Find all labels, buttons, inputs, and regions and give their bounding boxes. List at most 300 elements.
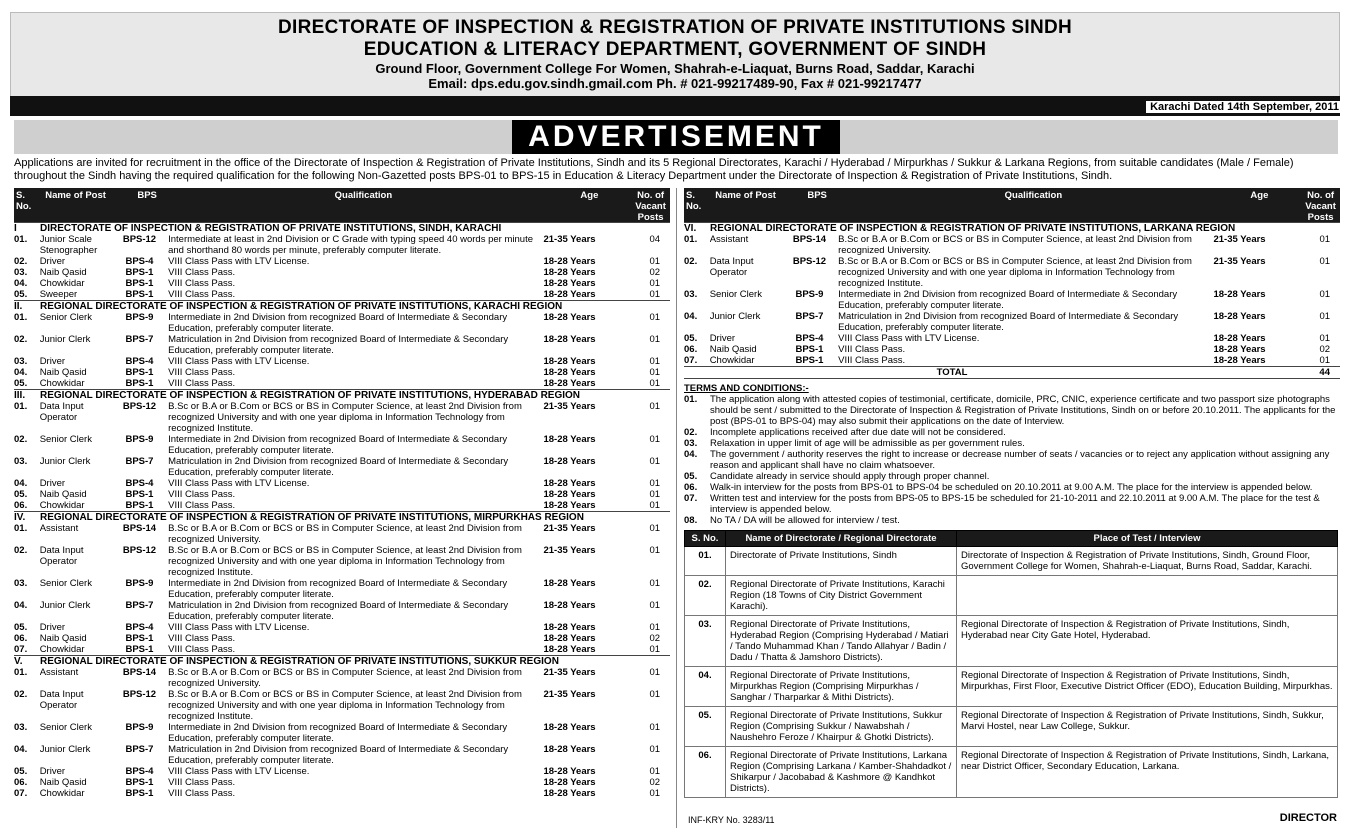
total-row (684, 366, 1340, 379)
col-age: Age (580, 190, 599, 201)
row-age: 18-28 Years (543, 500, 596, 511)
row-bps: BPS-4 (125, 256, 154, 267)
post-row (14, 478, 670, 489)
row-bps: BPS-4 (795, 333, 824, 344)
row-post: Junior Clerk (709, 311, 761, 322)
dir-name: Directorate of Private Institutions, Sindh (726, 547, 957, 576)
row-qualification: Intermediate in 2nd Division from recognized Board of Intermediate & Secondary Education, preferably computer literate. (838, 289, 1178, 311)
term-text: The application along with attested copies of testimonial, certificate, domicile, PRC, CNIC, experience certificate and two passport size photographs should be sent / submitted to the Directorate of Inspection & Registration of Private Institutions, Sindh on or before 20.10.2011. The applicants for the post (BPS-01 to BPS-04) may also submit their applications on the date of Interview. (710, 394, 1336, 427)
post-row (684, 333, 1340, 344)
row-sno: 03. (684, 289, 698, 300)
terms-title: TERMS AND CONDITIONS:- (684, 383, 809, 394)
reference-number: INF-KRY No. 3283/11 (688, 815, 775, 825)
row-qualification: Matriculation in 2nd Division from recognized Board of Intermediate & Secondary Education, preferably computer literate. (168, 600, 509, 622)
row-sno: 07. (684, 355, 698, 366)
row-qualification: VIII Class Pass. (168, 777, 236, 788)
term-item (684, 427, 1340, 438)
row-bps: BPS-1 (125, 278, 154, 289)
row-age: 18-28 Years (543, 256, 596, 267)
row-bps: BPS-1 (125, 788, 154, 799)
directorate-row (685, 747, 1338, 798)
row-age: 18-28 Years (543, 434, 596, 445)
row-sno: 03. (14, 456, 28, 467)
dated-line: Karachi Dated 14th September, 2011 (1146, 101, 1343, 113)
row-age: 18-28 Years (1213, 289, 1266, 300)
row-post: Naib Qasid (709, 344, 757, 355)
row-sno: 05. (684, 333, 698, 344)
row-qualification: VIII Class Pass. (838, 355, 906, 366)
directorate-row (685, 616, 1338, 667)
row-bps: BPS-14 (792, 234, 827, 245)
term-text: Written test and interview for the posts from BPS-05 to BPS-15 be scheduled for 21-10-2011 and 22.10.2011 at 9.00 A.M. The place for the test & interview is appended below. (710, 493, 1320, 515)
row-bps: BPS-1 (795, 344, 824, 355)
row-age: 21-35 Years (543, 523, 596, 534)
dir-sno: 05. (685, 707, 726, 747)
row-qualification: Intermediate in 2nd Division from recognized Board of Intermediate & Secondary Education, preferably computer literate. (168, 578, 508, 600)
row-bps: BPS-4 (125, 766, 154, 777)
term-number: 08. (684, 515, 698, 526)
col-qual: Qualification (334, 190, 393, 201)
row-vacant: 02 (649, 267, 661, 278)
header-black-bar (10, 96, 1340, 116)
col-post: Name of Post (45, 190, 106, 201)
post-row (14, 523, 670, 545)
row-post: Driver (39, 622, 66, 633)
row-post: Assistant (39, 667, 79, 678)
col-post: Name of Post (715, 190, 776, 201)
row-post: Assistant (39, 523, 79, 534)
row-vacant: 01 (649, 766, 661, 777)
row-bps: BPS-4 (125, 356, 154, 367)
post-row (14, 289, 670, 300)
director-signature: DIRECTOR (1279, 812, 1337, 824)
row-bps: BPS-1 (125, 644, 154, 655)
row-age: 21-35 Years (1213, 234, 1266, 245)
left-table-body (14, 222, 670, 799)
dir-col-name: Name of Directorate / Regional Directorate (726, 531, 957, 547)
section-heading (14, 222, 670, 234)
term-number: 03. (684, 438, 698, 449)
row-age: 18-28 Years (543, 600, 596, 611)
row-qualification: Intermediate in 2nd Division from recognized Board of Intermediate & Secondary Education, preferably computer literate. (168, 722, 508, 744)
row-age: 18-28 Years (543, 578, 596, 589)
row-qualification: VIII Class Pass. (168, 378, 236, 389)
header-box (10, 12, 1340, 98)
row-sno: 06. (14, 500, 28, 511)
row-qualification: VIII Class Pass. (168, 489, 236, 500)
dir-sno: 01. (685, 547, 726, 576)
row-age: 18-28 Years (543, 356, 596, 367)
row-qualification: VIII Class Pass. (168, 289, 236, 300)
row-sno: 01. (14, 523, 28, 534)
row-sno: 05. (14, 766, 28, 777)
header-title-1: DIRECTORATE OF INSPECTION & REGISTRATION OF PRIVATE INSTITUTIONS SINDH (277, 17, 1073, 38)
row-vacant: 01 (649, 401, 661, 412)
col-vac: No. of Vacant Posts (1305, 190, 1336, 223)
row-bps: BPS-1 (795, 355, 824, 366)
row-vacant: 02 (649, 633, 661, 644)
post-row (684, 234, 1340, 256)
row-post: Junior Clerk (39, 334, 91, 345)
post-row (14, 644, 670, 655)
row-bps: BPS-12 (122, 689, 157, 700)
section-title: REGIONAL DIRECTORATE OF INSPECTION & REGISTRATION OF PRIVATE INSTITUTIONS, LARKANA REGION (710, 223, 1236, 234)
header-contact: Email: dps.edu.gov.sindh.gmail.com Ph. # 021-99217489-90, Fax # 021-99217477 (428, 76, 922, 91)
post-row (14, 367, 670, 378)
row-post: Junior Clerk (39, 744, 91, 755)
dir-place (957, 576, 1338, 616)
row-age: 18-28 Years (543, 367, 596, 378)
term-item (684, 493, 1340, 515)
row-age: 18-28 Years (543, 267, 596, 278)
row-sno: 06. (14, 633, 28, 644)
row-vacant: 01 (649, 256, 661, 267)
row-age: 21-35 Years (543, 545, 596, 556)
header-title-2: EDUCATION & LITERACY DEPARTMENT, GOVERNMENT OF SINDH (363, 39, 987, 60)
term-number: 07. (684, 493, 698, 504)
row-sno: 01. (14, 401, 28, 412)
row-age: 18-28 Years (543, 478, 596, 489)
row-bps: BPS-1 (125, 500, 154, 511)
section-title: DIRECTORATE OF INSPECTION & REGISTRATION OF PRIVATE INSTITUTIONS, SINDH, KARACHI (40, 223, 502, 234)
row-post: Chowkidar (39, 788, 85, 799)
row-age: 18-28 Years (1213, 344, 1266, 355)
row-bps: BPS-12 (792, 256, 827, 267)
row-age: 18-28 Years (543, 788, 596, 799)
row-bps: BPS-1 (125, 633, 154, 644)
directorate-row (685, 667, 1338, 707)
row-vacant: 01 (649, 788, 661, 799)
term-number: 01. (684, 394, 698, 405)
row-bps: BPS-1 (125, 777, 154, 788)
row-vacant: 01 (649, 378, 661, 389)
row-sno: 02. (14, 545, 28, 556)
row-post: Data Input Operator (709, 256, 754, 278)
row-post: Senior Clerk (39, 722, 92, 733)
row-bps: BPS-9 (125, 434, 154, 445)
post-row (14, 545, 670, 578)
right-table-header (684, 188, 1340, 222)
row-sno: 07. (14, 788, 28, 799)
row-age: 21-35 Years (543, 401, 596, 412)
row-post: Junior Scale Stenographer (39, 234, 98, 256)
term-item (684, 471, 1340, 482)
term-text: Walk-in interview for the posts from BPS-01 to BPS-04 be scheduled on 20.10.2011 at 9.00 A.M. The place for the interview is appended below. (710, 482, 1313, 493)
row-vacant: 01 (649, 644, 661, 655)
row-sno: 03. (14, 356, 28, 367)
post-row (14, 401, 670, 434)
row-sno: 02. (14, 334, 28, 345)
row-vacant: 04 (649, 234, 661, 245)
col-qual: Qualification (1004, 190, 1063, 201)
section-heading (14, 389, 670, 401)
post-row (14, 766, 670, 777)
post-row (14, 689, 670, 722)
section-number: III. (14, 390, 26, 401)
section-heading (684, 222, 1340, 234)
row-post: Senior Clerk (709, 289, 762, 300)
row-post: Driver (709, 333, 736, 344)
post-row (14, 600, 670, 622)
row-vacant: 01 (1319, 256, 1331, 267)
row-qualification: Intermediate at least in 2nd Division or C Grade with typing speed 40 words per minute and shorthand 80 words per minute, preferably computer literate. (168, 234, 533, 256)
row-bps: BPS-7 (795, 311, 824, 322)
dir-name: Regional Directorate of Private Institutions, Karachi Region (18 Towns of City District Government Karachi). (726, 576, 957, 616)
row-bps: BPS-14 (122, 523, 157, 534)
term-item (684, 482, 1340, 493)
row-qualification: VIII Class Pass. (168, 633, 236, 644)
row-sno: 02. (14, 434, 28, 445)
row-age: 18-28 Years (543, 278, 596, 289)
row-sno: 04. (14, 367, 28, 378)
row-post: Junior Clerk (39, 456, 91, 467)
row-sno: 04. (14, 278, 28, 289)
post-row (684, 355, 1340, 366)
row-vacant: 01 (1319, 311, 1331, 322)
term-item (684, 449, 1340, 471)
row-vacant: 01 (649, 744, 661, 755)
section-heading (14, 655, 670, 667)
row-vacant: 01 (649, 478, 661, 489)
col-bps: BPS (137, 190, 157, 201)
row-vacant: 01 (649, 334, 661, 345)
post-row (14, 312, 670, 334)
section-title: REGIONAL DIRECTORATE OF INSPECTION & REGISTRATION OF PRIVATE INSTITUTIONS, MIRPURKHAS REGION (40, 512, 584, 523)
row-vacant: 01 (649, 289, 661, 300)
row-vacant: 01 (1319, 234, 1331, 245)
row-sno: 01. (14, 312, 28, 323)
row-vacant: 01 (649, 689, 661, 700)
row-qualification: Matriculation in 2nd Division from recognized Board of Intermediate & Secondary Education, preferably computer literate. (168, 334, 509, 356)
row-post: Driver (39, 356, 66, 367)
advertisement-title: ADVERTISEMENT (512, 120, 840, 154)
row-qualification: B.Sc or B.A or B.Com or BCS or BS in Computer Science, at least 2nd Division from recognized University. (838, 234, 1192, 256)
row-vacant: 01 (649, 489, 661, 500)
row-vacant: 02 (1319, 344, 1331, 355)
dir-place: Directorate of Inspection & Registration of Private Institutions, Sindh, Ground Floor, Government College for Women, Shahrah-e-Liaquat, Burns Road, Saddar, Karachi. (957, 547, 1338, 576)
row-age: 18-28 Years (1213, 311, 1266, 322)
row-bps: BPS-1 (125, 489, 154, 500)
post-row (14, 633, 670, 644)
row-bps: BPS-1 (125, 267, 154, 278)
row-qualification: VIII Class Pass with LTV License. (168, 256, 310, 267)
post-row (14, 622, 670, 633)
col-sno: S. No. (16, 190, 32, 212)
section-heading (14, 511, 670, 523)
row-vacant: 01 (649, 367, 661, 378)
col-age: Age (1250, 190, 1269, 201)
post-row (14, 378, 670, 389)
row-qualification: Matriculation in 2nd Division from recognized Board of Intermediate & Secondary Education, preferably computer literate. (168, 744, 509, 766)
post-row (14, 788, 670, 799)
section-number: II. (14, 301, 23, 312)
row-post: Junior Clerk (39, 600, 91, 611)
row-post: Driver (39, 766, 66, 777)
row-age: 21-35 Years (543, 234, 596, 245)
post-row (14, 434, 670, 456)
row-vacant: 01 (649, 523, 661, 534)
row-bps: BPS-7 (125, 744, 154, 755)
dir-place: Regional Directorate of Inspection & Registration of Private Institutions, Sindh, Mirpurkhas, First Floor, Executive District Officer (EDO), Education Building, Mirpurkhas. (957, 667, 1338, 707)
row-bps: BPS-12 (122, 234, 157, 245)
row-bps: BPS-12 (122, 545, 157, 556)
row-post: Sweeper (39, 289, 78, 300)
row-vacant: 02 (649, 777, 661, 788)
dir-name: Regional Directorate of Private Institutions, Hyderabad Region (Comprising Hyderabad / Matiari / Tando Muhammad Khan / Tando Allahyar / Badin / Dadu / Thatta & Jamshoro Districts). (726, 616, 957, 667)
section-title: REGIONAL DIRECTORATE OF INSPECTION & REGISTRATION OF PRIVATE INSTITUTIONS, KARACHI REGION (40, 301, 563, 312)
row-qualification: B.Sc or B.A or B.Com or BCS or BS in Computer Science, at least 2nd Division from recognized University and with one year diploma in Information Technology from recognized Institute. (168, 545, 522, 578)
right-table-body (684, 222, 1340, 366)
row-bps: BPS-9 (125, 722, 154, 733)
row-sno: 03. (14, 722, 28, 733)
row-age: 18-28 Years (543, 489, 596, 500)
row-qualification: VIII Class Pass with LTV License. (168, 356, 310, 367)
post-row (14, 234, 670, 256)
row-qualification: B.Sc or B.A or B.Com or BCS or BS in Computer Science, at least 2nd Division from recognized University and with one year diploma in Information Technology from recognized Institute. (838, 256, 1192, 289)
term-text: Relaxation in upper limit of age will be admissible as per government rules. (710, 438, 1025, 449)
post-row (14, 744, 670, 766)
row-sno: 04. (14, 478, 28, 489)
header-address: Ground Floor, Government College For Women, Shahrah-e-Liaquat, Burns Road, Saddar, Karachi (375, 61, 975, 76)
row-sno: 03. (14, 267, 28, 278)
right-column (684, 188, 1340, 798)
row-bps: BPS-1 (125, 289, 154, 300)
section-title: REGIONAL DIRECTORATE OF INSPECTION & REGISTRATION OF PRIVATE INSTITUTIONS, HYDERABAD REGION (40, 390, 581, 401)
row-qualification: VIII Class Pass with LTV License. (168, 478, 310, 489)
row-age: 21-35 Years (543, 689, 596, 700)
row-post: Chowkidar (39, 500, 85, 511)
dir-place: Regional Directorate of Inspection & Registration of Private Institutions, Sindh, Larkana, near District Officer, Secondary Education, Larkana. (957, 747, 1338, 798)
row-qualification: VIII Class Pass with LTV License. (168, 766, 310, 777)
post-row (14, 256, 670, 267)
row-age: 18-28 Years (543, 744, 596, 755)
post-row (14, 334, 670, 356)
row-vacant: 01 (649, 578, 661, 589)
row-sno: 05. (14, 289, 28, 300)
row-sno: 02. (14, 689, 28, 700)
row-post: Driver (39, 256, 66, 267)
term-text: The government / authority reserves the right to increase or decrease number of seats / vacancies or to reject any application without assigning any reason and applicant shall have no claim whatsoever. (710, 449, 1330, 471)
dir-name: Regional Directorate of Private Institutions, Mirpurkhas Region (Comprising Mirpurkhas / Sanghar / Tharparkar & Mithi Districts). (726, 667, 957, 707)
post-row (14, 500, 670, 511)
row-age: 18-28 Years (543, 766, 596, 777)
row-age: 18-28 Years (543, 378, 596, 389)
row-qualification: VIII Class Pass. (168, 644, 236, 655)
post-row (14, 278, 670, 289)
row-post: Data Input Operator (39, 545, 84, 567)
row-vacant: 01 (649, 622, 661, 633)
row-age: 18-28 Years (543, 722, 596, 733)
row-post: Chowkidar (709, 355, 755, 366)
directorate-table (684, 530, 1338, 798)
row-sno: 06. (684, 344, 698, 355)
section-title: REGIONAL DIRECTORATE OF INSPECTION & REGISTRATION OF PRIVATE INSTITUTIONS, SUKKUR REGION (40, 656, 559, 667)
term-text: No TA / DA will be allowed for interview / test. (710, 515, 900, 526)
row-post: Senior Clerk (39, 578, 92, 589)
row-qualification: VIII Class Pass. (168, 788, 236, 799)
row-sno: 04. (14, 600, 28, 611)
row-vacant: 01 (649, 278, 661, 289)
row-vacant: 01 (649, 722, 661, 733)
row-qualification: VIII Class Pass. (168, 367, 236, 378)
row-post: Naib Qasid (39, 489, 87, 500)
row-bps: BPS-12 (122, 401, 157, 412)
row-sno: 01. (14, 667, 28, 678)
row-age: 18-28 Years (543, 289, 596, 300)
row-sno: 01. (684, 234, 698, 245)
row-qualification: VIII Class Pass. (838, 344, 906, 355)
row-sno: 07. (14, 644, 28, 655)
row-post: Data Input Operator (39, 401, 84, 423)
row-sno: 02. (14, 256, 28, 267)
row-bps: BPS-7 (125, 600, 154, 611)
row-vacant: 01 (1319, 355, 1331, 366)
row-qualification: Matriculation in 2nd Division from recognized Board of Intermediate & Secondary Education, preferably computer literate. (838, 311, 1179, 333)
post-row (14, 456, 670, 478)
row-qualification: Matriculation in 2nd Division from recognized Board of Intermediate & Secondary Education, preferably computer literate. (168, 456, 509, 478)
term-item (684, 394, 1340, 427)
term-item (684, 515, 1340, 526)
row-sno: 05. (14, 489, 28, 500)
row-vacant: 01 (649, 500, 661, 511)
row-post: Senior Clerk (39, 434, 92, 445)
term-text: Candidate already in service should apply through proper channel. (710, 471, 990, 482)
row-post: Naib Qasid (39, 633, 87, 644)
dir-name: Regional Directorate of Private Institutions, Sukkur Region (Comprising Sukkur / Nawabshah / Naushehro Feroze / Khairpur & Ghotki Districts). (726, 707, 957, 747)
row-age: 18-28 Years (1213, 355, 1266, 366)
left-column (14, 188, 670, 799)
row-bps: BPS-14 (122, 667, 157, 678)
row-bps: BPS-7 (125, 456, 154, 467)
directorate-row (685, 576, 1338, 616)
intro-paragraph: Applications are invited for recruitment in the office of the Directorate of Inspection & Registration of Private Institutions, Sindh and its 5 Regional Directorates, Karachi / Hyderabad / Mirpurkhas / Sukkur & Larkana Regions, from suitable candidates (Male / Female) throughout the Sindh having the required qualification for the following Non-Gazetted posts BPS-01 to BPS-15 in Education & Literacy Department under the Directorate of Inspection & Registration of Private Institutions, Sindh. (14, 157, 1294, 182)
term-text: Incomplete applications received after due date will not be considered. (710, 427, 1006, 438)
row-post: Chowkidar (39, 378, 85, 389)
term-number: 05. (684, 471, 698, 482)
row-post: Chowkidar (39, 644, 85, 655)
post-row (14, 578, 670, 600)
advertisement-banner (14, 120, 1338, 154)
post-row (14, 722, 670, 744)
dir-sno: 06. (685, 747, 726, 798)
col-vac: No. of Vacant Posts (635, 190, 666, 223)
row-sno: 05. (14, 622, 28, 633)
row-post: Assistant (709, 234, 749, 245)
row-post: Naib Qasid (39, 367, 87, 378)
total-value: 44 (1319, 367, 1330, 378)
col-sno: S. No. (686, 190, 702, 212)
row-bps: BPS-9 (795, 289, 824, 300)
row-sno: 03. (14, 578, 28, 589)
row-qualification: B.Sc or B.A or B.Com or BCS or BS in Computer Science, at least 2nd Division from recognized University. (168, 667, 522, 689)
section-number: V. (14, 656, 23, 667)
term-number: 02. (684, 427, 698, 438)
row-age: 21-35 Years (1213, 256, 1266, 267)
row-bps: BPS-9 (125, 312, 154, 323)
row-post: Naib Qasid (39, 267, 87, 278)
section-number: IV. (14, 512, 26, 523)
row-qualification: VIII Class Pass with LTV License. (838, 333, 980, 344)
term-number: 06. (684, 482, 698, 493)
directorate-row (685, 547, 1338, 576)
dir-name: Regional Directorate of Private Institutions, Larkana Region (Comprising Larkana / Kamber-Shahdadkot / Shikarpur / Jacobabad & Kashmore @ Kandhkot Districts). (726, 747, 957, 798)
row-bps: BPS-4 (125, 478, 154, 489)
row-sno: 01. (14, 234, 28, 245)
row-age: 21-35 Years (543, 667, 596, 678)
row-age: 18-28 Years (543, 456, 596, 467)
row-age: 18-28 Years (543, 622, 596, 633)
row-age: 18-28 Years (543, 312, 596, 323)
